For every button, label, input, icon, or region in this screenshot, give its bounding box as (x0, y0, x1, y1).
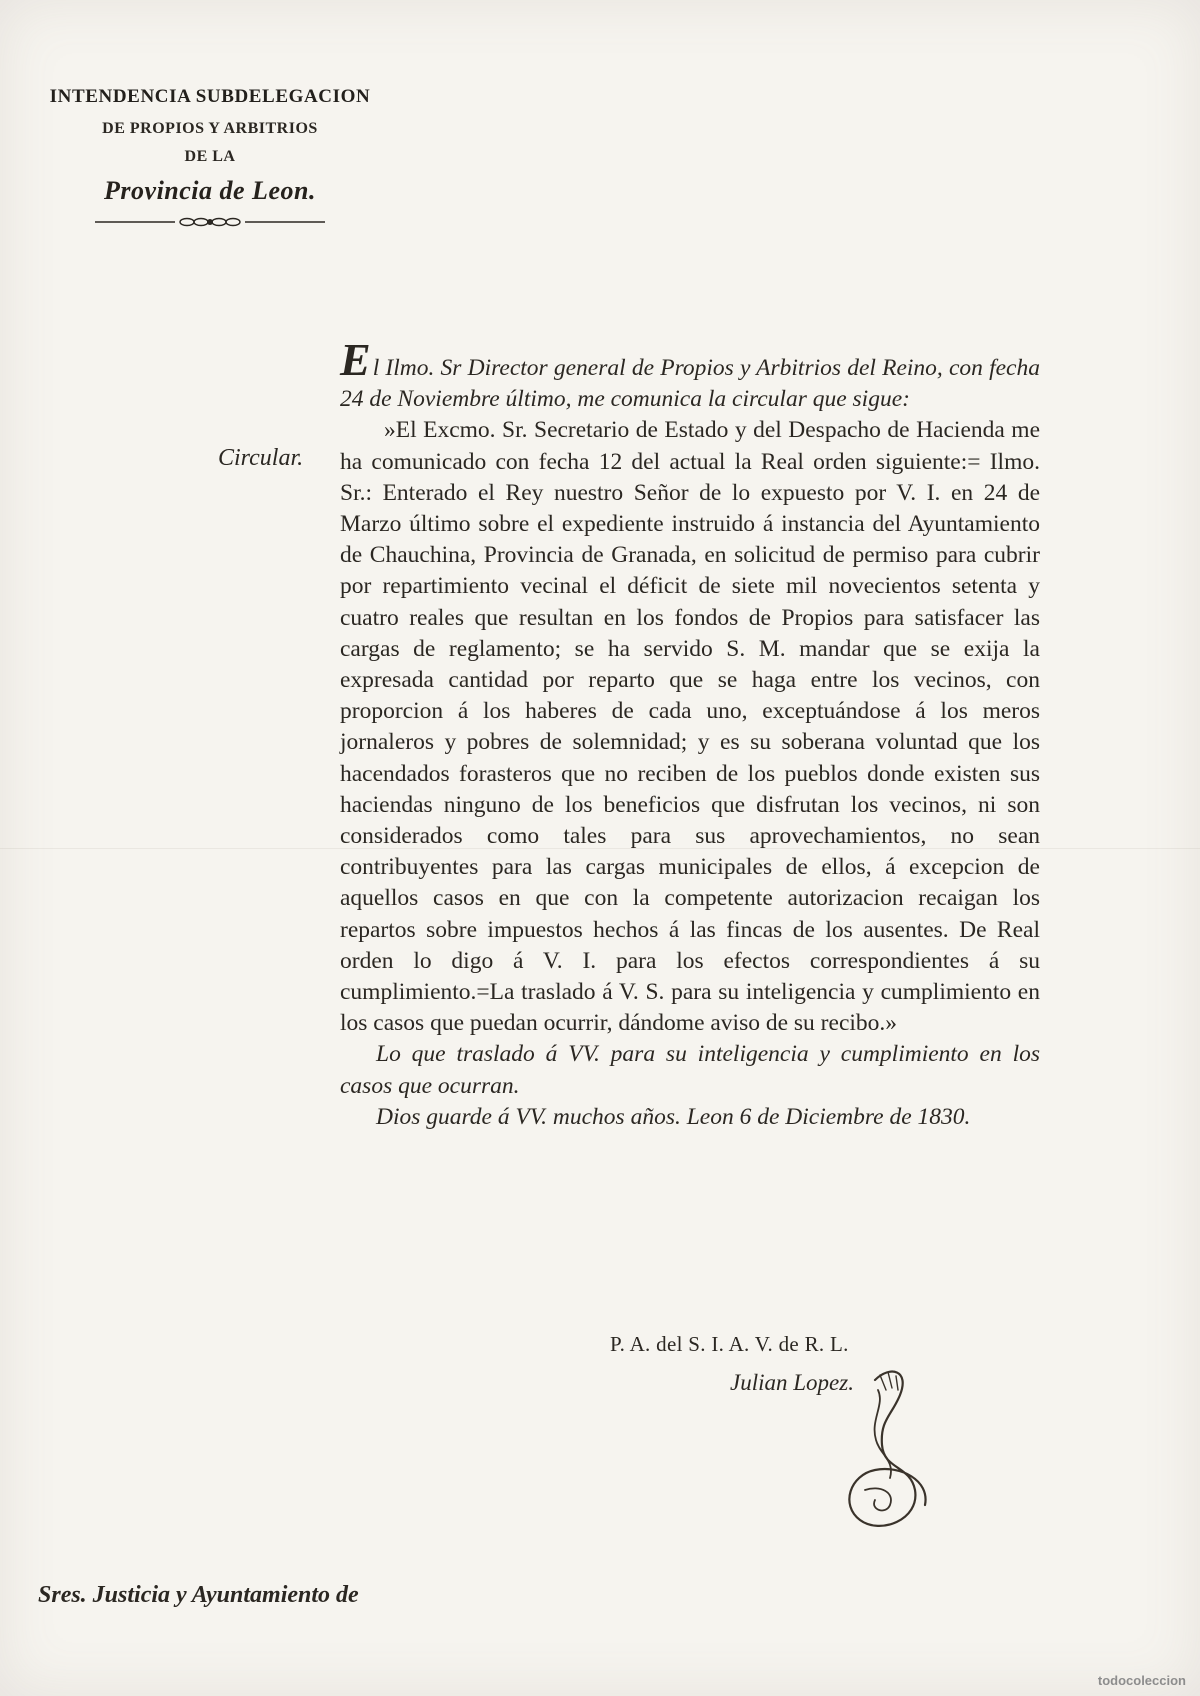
letterhead-line-1: INTENDENCIA SUBDELEGACION (49, 86, 371, 107)
letterhead-line-3: DE LA (184, 148, 236, 165)
drop-cap: E (340, 334, 371, 385)
circular-text: »El Excmo. Sr. Secretario de Estado y del Despacho de Hacienda me ha comunicado con fecha 12 del actual la Real orden siguiente:= Ilmo. Sr.: Enterado el Rey nuestro Señor de lo expuesto por V. I. en 24 de Marzo último sobre el expediente instruido á instancia del Ayuntamiento de Chauchina, Provincia de Granada, en solicitud de permiso para cubrir por repartimiento vecinal el déficit de siete mil novecientos setenta y cuatro reales que resultan en los fondos de Propios para satisfacer las cargas de reglamento; se ha servido S. M. mandar que se exija la expresada cantidad por reparto que se haga entre los vecinos, con proporcion á los haberes de cada uno, exceptuándose á los meros jornaleros y pobres de solemnidad; y es su soberana voluntad que los hacendados forasteros que no reciben de los pueblos donde existen sus haciendas ninguno de los beneficios que disfrutan los vecinos, ni son considerados como tales para sus aprovechamientos, no sean contribuyentes para las cargas municipales de ellos, á excepcion de aquellos casos en que con la competente autorizacion recaigan los repartos sobre impuestos hechos á las fincas de los ausentes. De Real orden lo digo á V. I. para los efectos correspondientes á su cumplimiento.=La traslado á V. S. para su inteligencia y cumplimiento en los casos que puedan ocurrir, dándome aviso de su recibo.» (340, 417, 1040, 1037)
signature-authority: P. A. del S. I. A. V. de R. L. (610, 1332, 849, 1356)
letterhead (30, 86, 390, 228)
closing-paragraph: Lo que traslado á VV. para su inteligencia y cumplimiento en los casos que ocurran. (340, 1041, 1040, 1099)
letterhead-province: Provincia de Leon. (104, 176, 316, 205)
signature-flourish (820, 1360, 950, 1550)
letter-body (340, 334, 1040, 1133)
intro-text: l Ilmo. Sr Director general de Propios y Arbitrios del Reino, con fecha 24 de Noviembre último, me comunica la circular que sigue: (340, 355, 1040, 413)
signature-name: Julian Lopez. (730, 1370, 854, 1395)
ornament-divider (95, 216, 325, 228)
watermark: todocoleccion (1097, 1673, 1186, 1688)
dateline-paragraph: Dios guarde á VV. muchos años. Leon 6 de Diciembre de 1830. (376, 1103, 971, 1130)
addressee-line: Sres. Justicia y Ayuntamiento de (38, 1582, 359, 1608)
intro-paragraph (340, 334, 1040, 415)
circular-margin-label: Circular. (218, 445, 304, 471)
letterhead-line-2: DE PROPIOS Y ARBITRIOS (102, 120, 318, 137)
